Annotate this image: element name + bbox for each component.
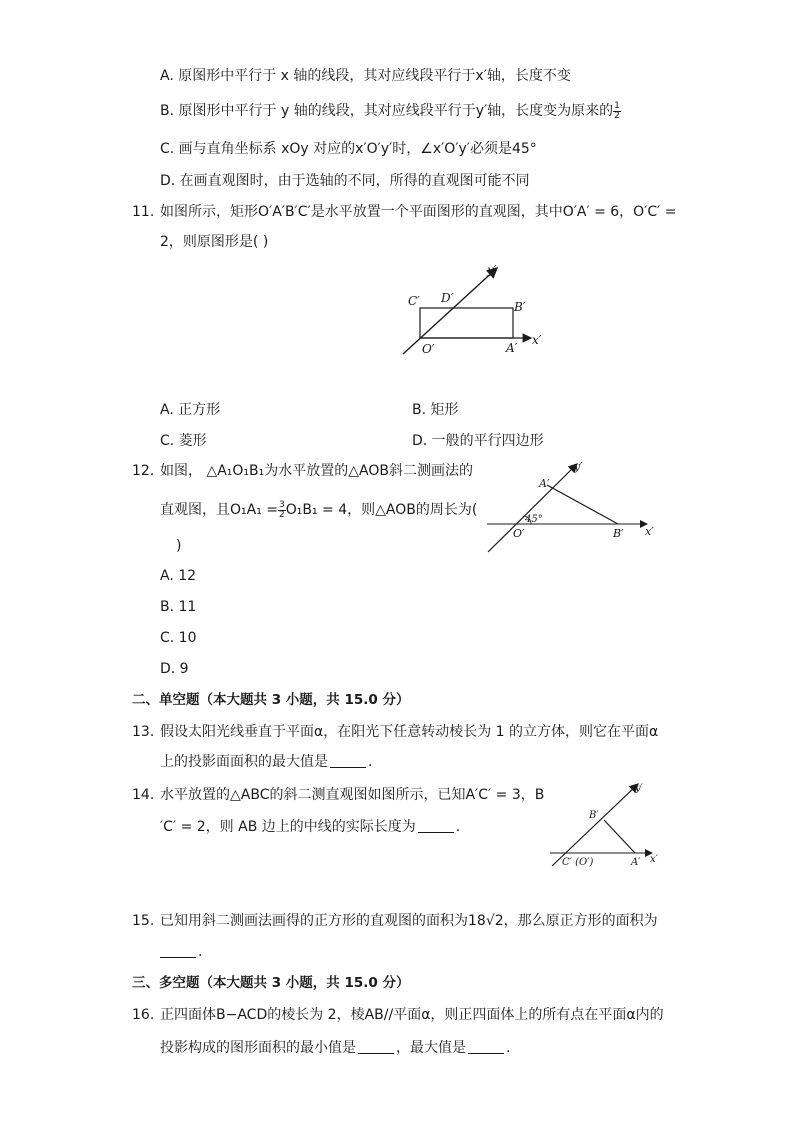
q10-option-d: D. 在画直观图时，由于选轴的不同，所得的直观图可能不同 (160, 173, 530, 189)
q12-label-angle: 45° (525, 514, 543, 525)
q11-option-b: B. 矩形 (412, 402, 459, 418)
answer-blank[interactable] (418, 818, 454, 833)
q12-option-a: A. 12 (160, 568, 197, 584)
q15-stem-line1: 已知用斜二测画法画得的正方形的直观图的面积为18√2，那么原正方形的面积为 (160, 913, 658, 929)
q10-option-b (160, 101, 621, 121)
q13-stem-line2-text: 上的投影面面积的最大值是 (160, 754, 328, 770)
q14-label-b: B′ (589, 810, 599, 821)
q13-number: 13. (132, 724, 155, 740)
answer-blank-max[interactable] (468, 1039, 504, 1054)
q12-label-a: A′ (539, 477, 550, 490)
q12-stem-line2-a: 直观图，且O₁A₁ = (160, 502, 279, 518)
answer-blank-min[interactable] (358, 1039, 394, 1054)
q11-label-c: C′ (408, 294, 420, 308)
q11-number: 11. (132, 204, 155, 220)
q15-stem-line2 (160, 942, 202, 962)
q11-stem-line2: 2，则原图形是( ) (160, 234, 269, 250)
q14-stem-line2 (160, 817, 460, 837)
fraction-half (613, 102, 621, 121)
q16-period: . (506, 1040, 511, 1056)
q11-figure (395, 262, 555, 362)
q12-stem-line2-b: O₁B₁ = 4，则△AOB的周长为( (285, 502, 478, 518)
frac-den: 2 (279, 509, 285, 520)
answer-blank[interactable] (330, 753, 366, 768)
answer-blank[interactable] (160, 943, 196, 958)
q12-figure (485, 460, 660, 560)
q11-y-axis (403, 268, 497, 354)
frac-num: 1 (614, 100, 620, 111)
q11-label-d: D′ (441, 291, 454, 305)
q11-label-o: O′ (422, 342, 435, 356)
q14-stem-line2-text: ′C′ = 2，则 AB 边上的中线的实际长度为 (160, 819, 416, 835)
q16-number: 16. (132, 1007, 155, 1023)
q11-option-d: D. 一般的平行四边形 (412, 433, 544, 449)
q11-label-b: B′ (514, 300, 526, 314)
q10-option-a: A. 原图形中平行于 x 轴的线段，其对应线段平行于x′轴，长度不变 (160, 68, 571, 84)
frac-num: 3 (279, 499, 285, 510)
q10-option-c: C. 画与直角坐标系 xOy 对应的x′O′y′时，∠x′O′y′必须是45° (160, 141, 537, 157)
q12-stem-line2 (160, 500, 477, 520)
q11-label-y: y′ (487, 263, 497, 277)
q12-label-o: O′ (513, 527, 525, 540)
q12-label-b: B′ (613, 527, 624, 540)
q16-mid-text: ，最大值是 (396, 1040, 466, 1056)
q14-label-y: y′ (635, 783, 643, 794)
q14-segment-ba (604, 820, 635, 853)
q16-stem-line1: 正四面体B−ACD的棱长为 2，棱AB//平面α，则正四面体上的所有点在平面α内的 (160, 1007, 664, 1023)
q15-number: 15. (132, 913, 155, 929)
q12-option-b: B. 11 (160, 599, 197, 615)
q14-y-axis (552, 784, 638, 866)
q12-number: 12. (132, 463, 155, 479)
fraction-three-halves (278, 501, 286, 520)
q14-label-a: A′ (631, 857, 641, 868)
q12-stem-line1: 如图， △A₁O₁B₁为水平放置的△AOB斜二测画法的 (160, 463, 473, 479)
q12-option-d: D. 9 (160, 661, 189, 677)
q13-stem-line1: 假设太阳光线垂直于平面α，在阳光下任意转动棱长为 1 的立方体，则它在平面α (160, 724, 659, 740)
q12-segment-ab (547, 485, 618, 524)
q14-period: . (455, 819, 461, 835)
q14-number: 14. (132, 787, 155, 803)
q14-figure (548, 780, 663, 870)
q14-label-x: x′ (650, 854, 658, 865)
q14-label-co: C′ (O′) (562, 857, 594, 868)
q15-period: . (198, 944, 203, 960)
q11-stem-line1: 如图所示，矩形O′A′B′C′是水平放置一个平面图形的直观图，其中O′A′ = 6，O′C′ = (160, 204, 677, 220)
q11-option-a: A. 正方形 (160, 402, 221, 418)
q12-stem-line3: ) (176, 538, 182, 554)
section-heading-single-blank: 二、单空题（本大题共 3 小题，共 15.0 分） (132, 692, 410, 708)
q13-stem-line2 (160, 752, 372, 772)
q12-label-y: y′ (574, 460, 583, 473)
q12-y-axis (488, 464, 577, 552)
q12-option-c: C. 10 (160, 630, 197, 646)
q11-label-x: x′ (532, 333, 542, 347)
q11-rectangle (420, 308, 513, 338)
q11-option-c: C. 菱形 (160, 433, 207, 449)
q16-stem-line2-text: 投影构成的图形面积的最小值是 (160, 1040, 356, 1056)
q16-stem-line2 (160, 1038, 510, 1058)
q11-label-a: A′ (506, 341, 518, 355)
q13-period: . (368, 754, 373, 770)
q12-label-x: x′ (645, 525, 654, 538)
q10-option-b-text: B. 原图形中平行于 y 轴的线段，其对应线段平行于y′轴，长度变为原来的 (160, 103, 614, 119)
q14-stem-line1: 水平放置的△ABC的斜二测直观图如图所示，已知A′C′ = 3，B (160, 787, 545, 803)
section-heading-multi-blank: 三、多空题（本大题共 3 小题，共 15.0 分） (132, 975, 410, 991)
frac-den: 2 (614, 110, 620, 121)
